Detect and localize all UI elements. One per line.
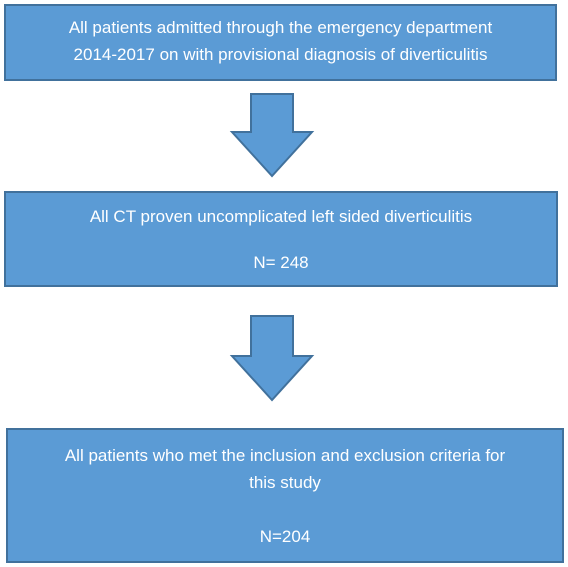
step-box-ct-proven — [4, 191, 558, 287]
step-box-text-line: 2014-2017 on with provisional diagnosis of diverticulitis — [73, 45, 488, 64]
step-box-text-line: All patients who met the inclusion and exclusion criteria for — [64, 446, 506, 465]
step-box-text-line: All CT proven uncomplicated left sided diverticulitis — [89, 207, 473, 226]
step-box-text-line: All patients admitted through the emergency department — [68, 18, 493, 37]
down-arrow-icon — [231, 93, 313, 177]
down-arrow-icon — [231, 315, 313, 401]
step-box-count: N=204 — [259, 527, 311, 546]
step-box-count: N= 248 — [253, 253, 309, 272]
step-box-text-line: this study — [249, 473, 321, 492]
step-box-study-cohort — [6, 428, 564, 563]
step-box-admitted-patients — [4, 4, 557, 81]
